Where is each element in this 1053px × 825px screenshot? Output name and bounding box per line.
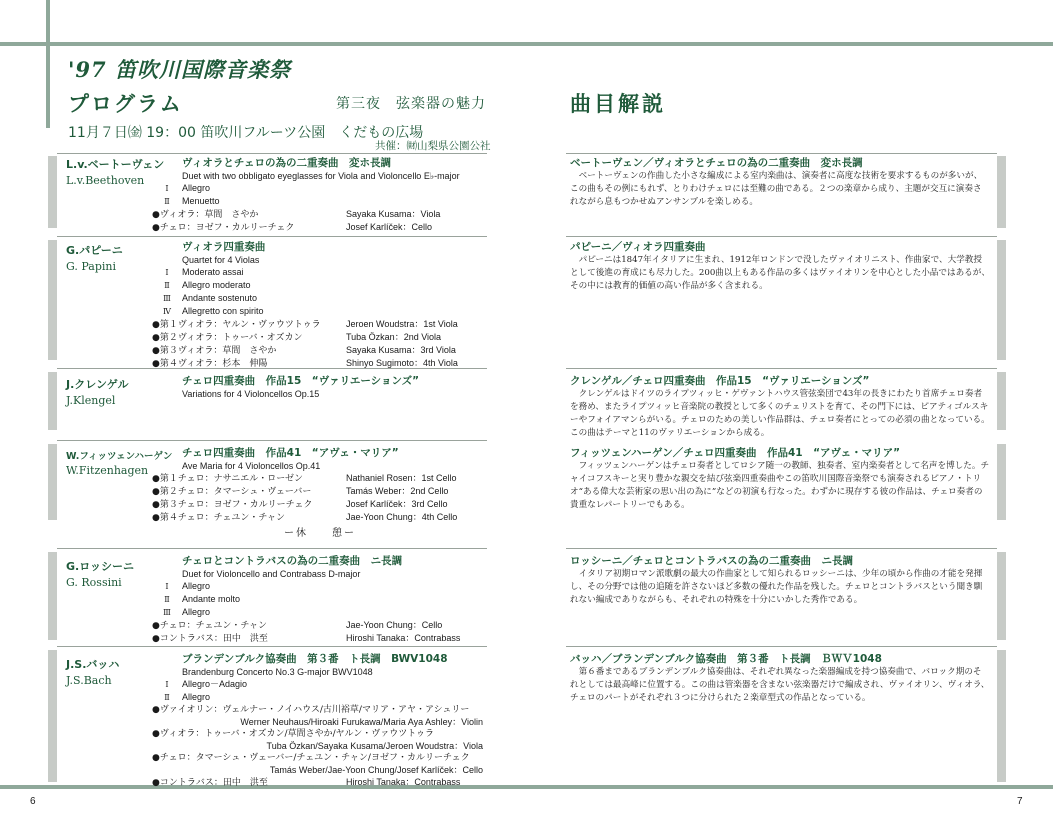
performer: ●チェロ：チェユン・チャン Jae-Yoon Chung：Cello: [152, 620, 443, 631]
composer-name-en: G. Papini: [66, 260, 117, 273]
left-side-bar: [48, 240, 57, 360]
left-side-bar: [48, 372, 57, 430]
movement: Ⅱ Andante molto: [164, 594, 241, 604]
section-divider: [57, 236, 487, 237]
frame-left-rule: [46, 0, 50, 128]
note-title: ロッシーニ／チェロとコントラバスの為の二重奏曲 ニ長調: [570, 555, 853, 567]
movement: Ⅱ Allegro: [164, 692, 211, 702]
work-subtitle: Quartet for 4 Violas: [182, 255, 260, 265]
composer-name-jp: J.S.バッハ: [66, 658, 120, 671]
performer-en: Tuba Özkan/Sayaka Kusama/Jeroen Woudstra：Viola: [266, 741, 483, 751]
work-title: ヴィオラとチェロの為の二重奏曲 変ホ長調: [182, 157, 392, 169]
right-side-bar: [997, 444, 1006, 520]
performer: ●第２ヴィオラ：トゥーバ・オズカン Tuba Özkan：2nd Viola: [152, 332, 442, 343]
section-divider: [566, 153, 997, 154]
performer: ●第２チェロ：タマーシュ・ヴェーバー Tamás Weber：2nd Cello: [152, 486, 449, 497]
performer: ●ヴァイオリン：ヴェルナー・ノイハウス/古川裕草/マリア・アヤ・アシュリー: [152, 705, 470, 715]
movement: Ⅰ Allegro－Adagio: [165, 679, 248, 689]
section-divider: [566, 236, 997, 237]
note-body: ベートーヴェンの作曲した小さな編成による室内楽曲は、演奏者に高度な技術を要求するものが多いが、この曲もその例にもれず、とりわけチェロには至難の曲である。２つの楽章から成り、主題が交互に演奏されながら息もつかせぬアンサンブルを楽しめる。: [570, 171, 983, 207]
note-body: パピーニは1847年イタリアに生まれ、1912年ロンドンで没したヴァイオリニスト、作曲家で、大学教授として後進の育成にも尽力した。200曲以上もある作品の多くはヴァイオリンを中心とした小品ではあるが、その中には教育的価値の高い作品が多く含まれる。: [570, 255, 990, 291]
note-title: パピーニ／ヴィオラ四重奏曲: [570, 241, 706, 253]
performer: ●第４チェロ：チェユン・チャン Jae-Yoon Chung：4th Cello: [152, 512, 458, 523]
movement: Ⅲ Allegro: [163, 607, 211, 617]
performer: ●チェロ：タマーシュ・ヴェーバー/チェユン・チャン/ヨゼフ・カルリーチェク: [152, 753, 470, 763]
performer: ●チェロ：ヨゼフ・カルリーチェク Josef Karlíček：Cello: [152, 222, 433, 233]
page-number-left: 6: [30, 796, 36, 807]
right-side-bar: [997, 372, 1006, 430]
composer-name-jp: G.パピーニ: [66, 244, 123, 257]
left-side-bar: [48, 650, 57, 782]
work-title: チェロとコントラバスの為の二重奏曲 ニ長調: [182, 555, 403, 567]
composer-name-jp: J.クレンゲル: [66, 378, 129, 391]
performer: ●第３ヴィオラ：草間 さやか Sayaka Kusama：3rd Viola: [152, 345, 456, 356]
note-body: イタリア初期ロマン派歌劇の最大の作曲家として知られるロッシーニは、少年の頃から作曲の才能を発揮し、その分野では他の追随を許さないほど多数の優れた作品を残した。チェロとコントラバスという聞き馴れない編成でありながらも、それぞれの特殊を十分にいかした秀作である。: [570, 569, 983, 605]
note-block: [570, 652, 990, 705]
composer-name-en: G. Rossini: [66, 576, 122, 589]
composer-block: [66, 656, 119, 687]
note-block: [570, 156, 990, 209]
work-block: [152, 374, 419, 400]
page-number-right: 7: [1017, 796, 1023, 807]
notes-title: 曲目解説: [570, 92, 666, 116]
right-side-bar: [997, 240, 1006, 360]
performer: ●第１チェロ：ナサニエル・ローゼン Nathaniel Rosen：1st Cello: [152, 473, 457, 484]
movement: Ⅰ Allegro: [165, 581, 211, 591]
note-body: フィッツェンハーゲンはチェロ奏者としてロシア随一の教師、独奏者、室内楽奏者として名声を博した。チャイコフスキーと実り豊かな親交を結び弦楽四重奏曲やこの笛吹川国際音楽祭でも演奏されるピアノ・トリオ“ある偉大な芸術家の思い出の為に”などの初演も行なった。わずかに現存する彼の作品は、チェロ奏者の貴重なレパートリーでもある。: [570, 461, 990, 510]
section-divider: [566, 368, 997, 369]
performer: ●ヴィオラ：草間 さやか Sayaka Kusama：Viola: [152, 209, 441, 220]
performer: ●コントラバス：田中 洪至 Hiroshi Tanaka：Contrabass: [152, 777, 461, 788]
composer-block: [66, 558, 134, 589]
section-divider: [57, 646, 487, 647]
movement: Ⅲ Andante sostenuto: [163, 293, 258, 303]
composer-name-en: J.S.Bach: [66, 674, 112, 687]
composer-block: [66, 156, 164, 187]
work-block: [152, 446, 457, 524]
composer-name-jp: L.v.ベートーヴェン: [66, 158, 165, 171]
note-title: バッハ／ブランデンブルク協奏曲 第３番 ト長調 ＢＷＶ1048: [570, 653, 882, 665]
date-venue-line: 11月７日㈮ 19：00 笛吹川フルーツ公園 くだもの広場: [68, 125, 424, 141]
section-divider: [57, 548, 487, 549]
sponsor-line: 共催：㈶山梨県公園公社: [375, 140, 491, 152]
note-title: フィッツェンハーゲン／チェロ四重奏曲 作品41 “アヴェ・マリア”: [570, 447, 900, 459]
composer-name-jp: G.ロッシーニ: [66, 560, 134, 573]
work-block: [152, 156, 460, 234]
right-side-bar: [997, 156, 1006, 228]
work-title: ヴィオラ四重奏曲: [182, 241, 266, 253]
work-block: [152, 652, 483, 789]
intermission: ー休 憩ー: [284, 528, 356, 539]
section-divider: [57, 440, 487, 441]
left-side-bar: [48, 444, 57, 520]
festival-logo: '97 笛吹川国際音楽祭: [68, 57, 291, 82]
program-title: プログラム: [68, 92, 183, 116]
composer-name-en: W.Fitzenhagen: [66, 464, 149, 477]
performer-en: Werner Neuhaus/Hiroaki Furukawa/Maria Aya Ashley：Violin: [240, 717, 483, 727]
performer: ●第１ヴィオラ：ヤルン・ヴァウツトゥラ Jeroen Woudstra：1st Viola: [152, 319, 458, 330]
work-subtitle: Duet with two obbligato eyeglasses for Viola and Violoncello E♭-major: [182, 171, 460, 181]
right-side-bar: [997, 650, 1006, 782]
movement: Ⅱ Menuetto: [164, 196, 220, 206]
section-divider: [566, 646, 997, 647]
night-title: 第三夜 弦楽器の魅力: [336, 96, 486, 112]
work-subtitle: Variations for 4 Violoncellos Op.15: [182, 389, 320, 399]
composer-name-en: J.Klengel: [66, 394, 116, 407]
work-subtitle: Duet for Violoncello and Contrabass D-major: [182, 569, 361, 579]
section-divider: [57, 153, 487, 154]
section-divider: [566, 548, 997, 549]
performer: ●コントラバス：田中 洪至 Hiroshi Tanaka：Contrabass: [152, 633, 461, 644]
note-block: [570, 554, 990, 607]
note-title: クレンゲル／チェロ四重奏曲 作品15 “ヴァリエーションズ”: [570, 375, 870, 387]
work-block: [152, 240, 458, 370]
left-side-bar: [48, 156, 57, 228]
note-block: [570, 374, 990, 440]
work-title: チェロ四重奏曲 作品41 “アヴェ・マリア”: [182, 447, 399, 459]
note-block: [570, 446, 990, 512]
note-body: 第６番まであるブランデンブルク協奏曲は、それぞれ異なった楽器編成を持つ協奏曲で、バロック期のそれとしては最高峰に位置する。この曲は管楽器を含まない弦楽器だけで編成され、ヴァイオリン、ヴィオラ、チェロのパートがそれぞれ３つに分けられた２楽章型式の作品となっている。: [570, 667, 990, 703]
note-title: ベートーヴェン／ヴィオラとチェロの為の二重奏曲 変ホ長調: [570, 157, 863, 169]
work-subtitle: Brandenburg Concerto No.3 G-major BWV1048: [182, 667, 373, 677]
composer-name-jp: W.フィッツェンハーゲン: [66, 451, 173, 462]
performer: ●第３チェロ：ヨゼフ・カルリーチェク Josef Karlíček：3rd Cello: [152, 499, 448, 510]
movement: Ⅱ Allegro moderato: [164, 280, 251, 290]
composer-name-en: L.v.Beethoven: [66, 174, 145, 187]
note-body: クレンゲルはドイツのライプツィッヒ・ゲヴァントハウス管弦楽団で43年の長きにわたり首席チェロ奏者を務め、またライプツィッヒ音楽院の教授として多くのチェリストを育て、その門下には、ピアティゴルスキーやフォイアマンらがいる。チェロのための美しい作品群は、チェロ奏者にとっての必須の曲となっている。この曲はテーマと11のヴァリエーションから成る。: [570, 389, 990, 438]
performer-en: Tamás Weber/Jae-Yoon Chung/Josef Karlíček：Cello: [269, 765, 483, 775]
performer: ●第４ヴィオラ：杉本 伸陽 Shinyo Sugimoto：4th Viola: [152, 358, 458, 369]
work-title: ブランデンブルク協奏曲 第３番 ト長調 BWV1048: [182, 653, 448, 665]
frame-top-rule: [0, 42, 1053, 46]
movement: Ⅰ Moderato assai: [165, 267, 244, 277]
composer-block: [66, 242, 123, 273]
left-side-bar: [48, 552, 57, 640]
work-block: [152, 554, 460, 645]
performer: ●ヴィオラ：トゥーバ・オズカン/草間さやか/ヤルン・ヴァウツトゥラ: [152, 729, 434, 739]
movement: Ⅳ Allegretto con spirito: [163, 306, 264, 316]
composer-block: [66, 376, 129, 407]
work-subtitle: Ave Maria for 4 Violoncellos Op.41: [182, 461, 321, 471]
work-title: チェロ四重奏曲 作品15 “ヴァリエーションズ”: [182, 375, 420, 387]
note-block: [570, 240, 990, 293]
right-side-bar: [997, 552, 1006, 640]
movement: Ⅰ Allegro: [165, 183, 211, 193]
